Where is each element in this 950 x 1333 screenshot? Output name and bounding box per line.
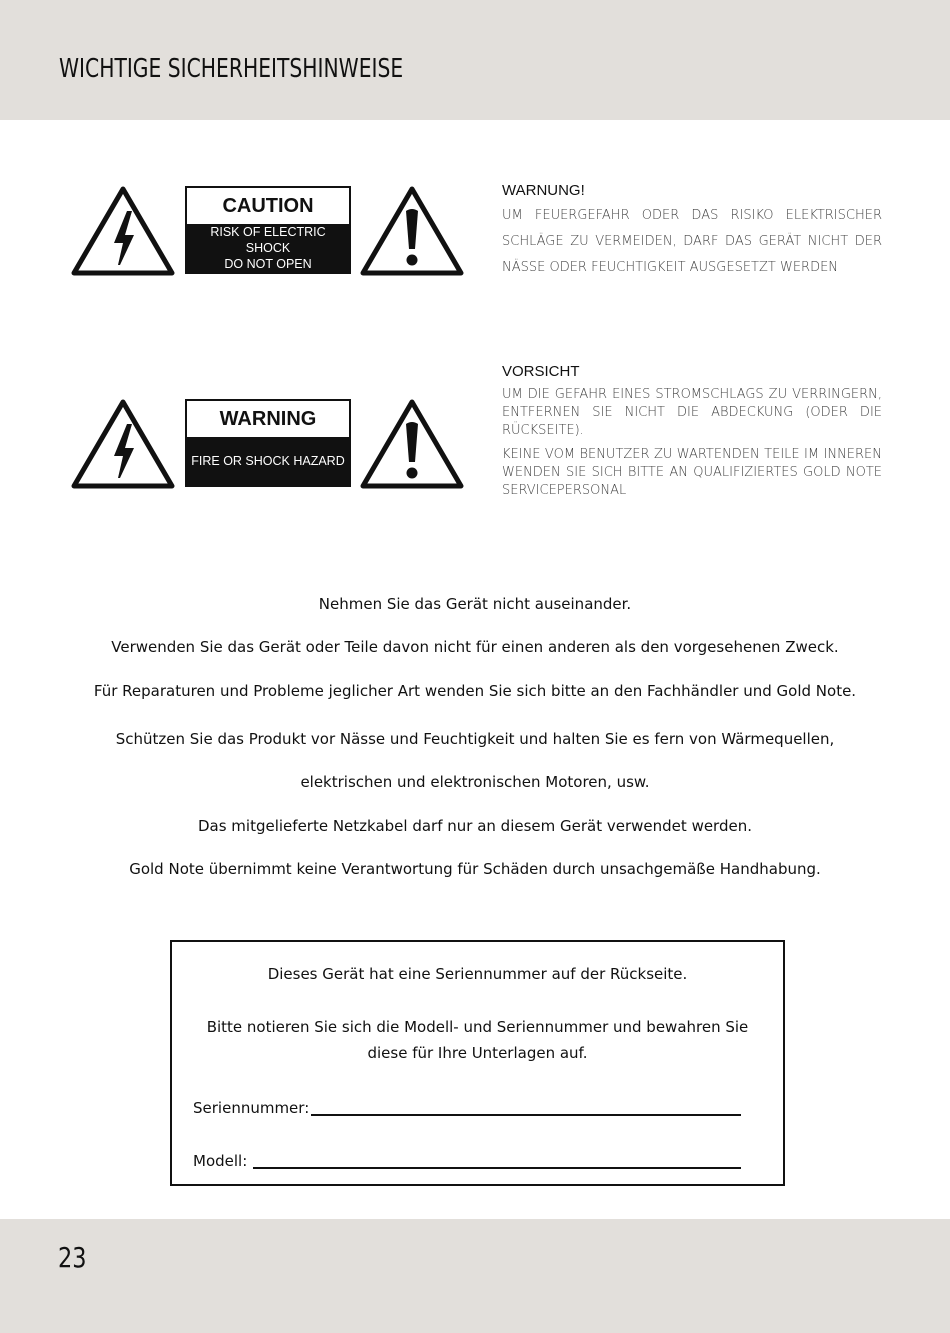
exclamation-warning-icon [359,185,465,277]
instruction-line: Verwenden Sie das Gerät oder Teile davon nicht für einen anderen als den vorgesehenen Zweck. [111,638,839,656]
vorsicht-text-2: KEINE VOM BENUTZER ZU WARTENDEN TEILE IM INNEREN WENDEN SIE SICH BITTE AN QUALIFIZIERTES GOLD NOTE SERVICEPERSONAL [502,447,882,498]
lightning-warning-icon [70,185,176,277]
warning-heading: WARNING [219,407,317,430]
serial-number-field[interactable] [311,1114,741,1116]
caution-heading: CAUTION [222,194,314,217]
caution-label [185,186,351,274]
serial-info-line: Dieses Gerät hat eine Seriennummer auf der Rückseite. [267,965,688,983]
header-bar [0,0,950,120]
serial-note-line-1: Bitte notieren Sie sich die Modell- und Seriennummer und bewahren Sie [206,1018,749,1036]
vorsicht-title: VORSICHT [502,363,580,380]
warnung-text: UM FEUERGEFAHR ODER DAS RISIKO ELEKTRISCHER SCHLÄGE ZU VERMEIDEN, DARF DAS GERÄT NICHT DER NÄSSE ODER FEUCHTIGKEIT AUSGESETZT WERDEN [502,208,882,275]
instruction-line: Nehmen Sie das Gerät nicht auseinander. [318,595,632,613]
instruction-line: Das mitgelieferte Netzkabel darf nur an diesem Gerät verwendet werden. [197,817,752,835]
page-title: WICHTIGE SICHERHEITSHINWEISE [59,54,404,84]
instruction-line: elektrischen und elektronischen Motoren, usw. [300,773,650,791]
serial-number-label: Seriennummer: [193,1099,310,1117]
instruction-line: Gold Note übernimmt keine Verantwortung für Schäden durch unsachgemäße Handhabung. [129,860,821,878]
exclamation-warning-icon [359,398,465,490]
warnung-title: WARNUNG! [502,182,585,199]
page-number: 23 [58,1241,87,1274]
instruction-line: Für Reparaturen und Probleme jeglicher Art wenden Sie sich bitte an den Fachhändler und Gold Note. [93,682,857,700]
warning-label [185,399,351,487]
serial-note-line-2: diese für Ihre Unterlagen auf. [367,1044,588,1062]
lightning-warning-icon [70,398,176,490]
caution-line-2: DO NOT OPEN [224,257,312,271]
model-field[interactable] [253,1167,741,1169]
warnung-notice [502,182,882,281]
instruction-line: Schützen Sie das Produkt vor Nässe und Feuchtigkeit und halten Sie es fern von Wärmequellen, [115,730,835,748]
vorsicht-text-1: UM DIE GEFAHR EINES STROMSCHLAGS ZU VERRINGERN, ENTFERNEN SIE NICHT DIE ABDECKUNG (ODER DIE RÜCKSEITE). [502,387,882,438]
model-label: Modell: [193,1152,248,1170]
warning-sign-row [0,397,480,497]
warning-line-1: FIRE OR SHOCK HAZARD [191,454,345,468]
caution-line-1: RISK OF ELECTRIC SHOCK [210,225,326,255]
footer-bar [0,1219,950,1333]
caution-sign-row [0,183,480,283]
serial-number-box [170,940,785,1186]
vorsicht-notice [502,363,882,500]
